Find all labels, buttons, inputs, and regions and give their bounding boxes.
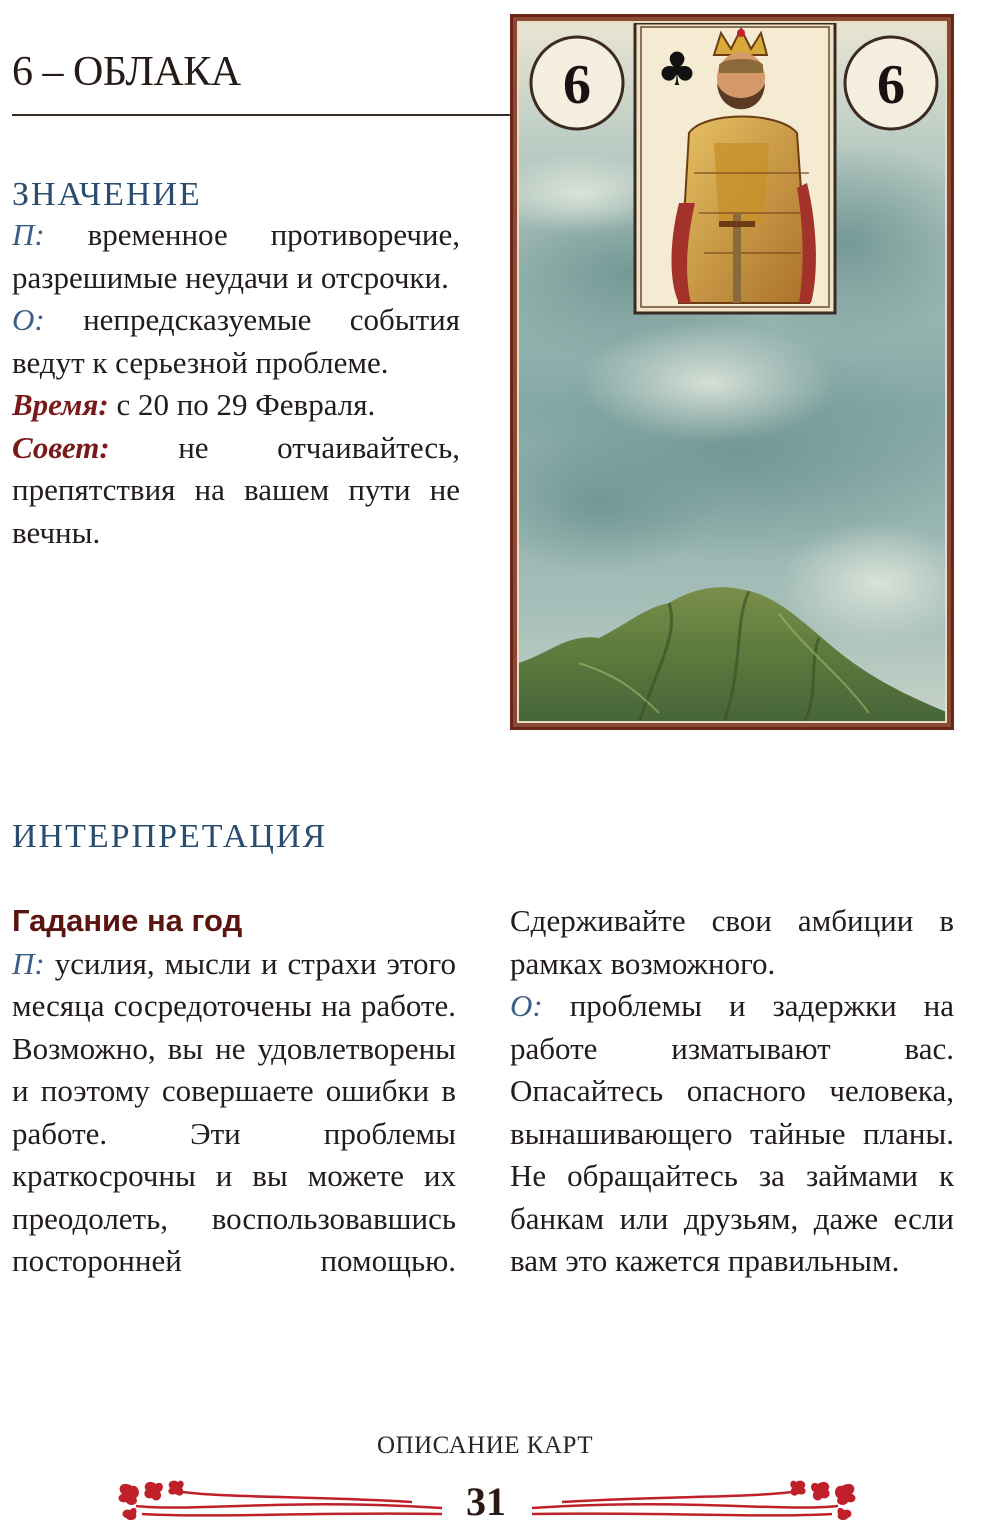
svg-text:6: 6 bbox=[877, 54, 905, 116]
interpretation-negative-label: О: bbox=[510, 988, 543, 1023]
interpretation-positive-text: усилия, мысли и страхи этого месяца сосредоточены на работе. Возможно, вы не удовлетворены и поэтому совершаете ошибки в работе. Эти проблемы краткосрочны и вы можете их преодолеть, воспользовавшись посторонней помощью. Сдерживайте свои амбиции в рамках возможного. bbox=[12, 903, 954, 1278]
meaning-advice bbox=[12, 427, 460, 555]
meaning-heading: ЗНАЧЕНИЕ bbox=[12, 176, 202, 213]
page-number: 31 bbox=[466, 1479, 506, 1524]
card-face bbox=[517, 21, 947, 723]
card-rank-left bbox=[531, 37, 623, 129]
positive-text: временное противоречие, разрешимые неудачи и отсрочки. bbox=[12, 217, 461, 295]
meaning-text bbox=[12, 214, 460, 554]
meaning-negative bbox=[12, 299, 460, 384]
footer-section-label: ОПИСАНИЕ КАРТ bbox=[377, 1432, 593, 1459]
interpretation-negative-text: проблемы и задержки на работе изматывают вас. Опасайтесь опасного человека, вынашивающего тайные планы. Не обращайтесь за займами к банкам или друзьям, даже если вам это кажется правильным. bbox=[510, 988, 955, 1278]
footer-ornament-right bbox=[530, 1478, 862, 1522]
meaning-time bbox=[12, 384, 460, 427]
interpretation-heading: ИНТЕРПРЕТАЦИЯ bbox=[12, 818, 328, 855]
negative-label: О: bbox=[12, 302, 45, 337]
advice-text: не отчаивайтесь, препятствия на вашем пути не вечны. bbox=[12, 429, 461, 550]
card-rank-right bbox=[845, 37, 937, 129]
meaning-positive bbox=[12, 214, 460, 299]
interpretation-positive-label: П: bbox=[12, 945, 45, 981]
time-text: с 20 по 29 Февраля. bbox=[116, 387, 376, 422]
king-inset bbox=[635, 23, 835, 313]
card-image bbox=[510, 14, 954, 730]
club-suit-icon: ♣ bbox=[656, 42, 698, 96]
title-divider bbox=[12, 114, 510, 116]
interpretation-negative bbox=[510, 985, 954, 1283]
footer-ornament-left bbox=[112, 1478, 444, 1522]
interpretation-subheading: Гадание на год bbox=[12, 903, 243, 938]
svg-text:6: 6 bbox=[563, 54, 591, 116]
negative-text: непредсказуемые события ведут к серьезной проблеме. bbox=[12, 302, 461, 380]
interpretation-text bbox=[12, 900, 954, 1340]
page-title: 6 – ОБЛАКА bbox=[12, 49, 241, 95]
positive-label: П: bbox=[12, 217, 45, 252]
meaning-section bbox=[12, 176, 460, 554]
card-illustration bbox=[519, 23, 947, 723]
time-label: Время: bbox=[12, 387, 109, 422]
advice-label: Совет: bbox=[12, 429, 110, 465]
